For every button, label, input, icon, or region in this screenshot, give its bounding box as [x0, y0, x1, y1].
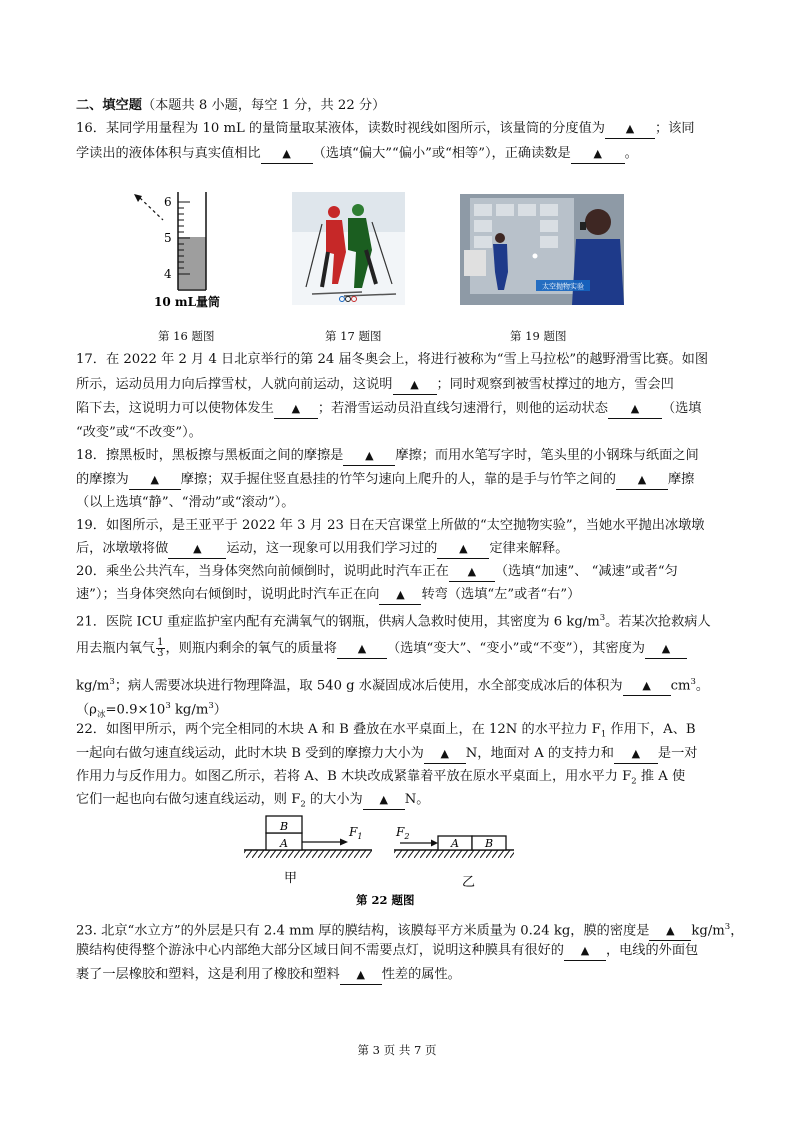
q22-sub: 1 [600, 729, 607, 740]
q23-text: ，电线的外面包 [605, 943, 699, 958]
q18-text: 摩擦 [667, 472, 695, 487]
blank-mark: ▲ [440, 747, 449, 760]
liquid [178, 237, 206, 289]
q16-blank-1[interactable] [605, 120, 655, 139]
q22-blank-2[interactable] [614, 745, 658, 764]
arrowhead-right-icon [340, 839, 348, 846]
astronaut-head-icon [585, 209, 611, 235]
q19-text: 定律来解释。 [489, 541, 569, 556]
q17-text: 所示，运动员用力向后撑雪杖，人就向前运动，这说明 [76, 377, 393, 392]
q19-line-2 [76, 540, 568, 559]
q23-sup: 3 [724, 922, 731, 932]
q21-text: cm [670, 678, 691, 694]
q21-line-3 [76, 673, 709, 696]
blank-mark: ▲ [630, 402, 640, 415]
f1-sub: 1 [357, 832, 363, 841]
q16-text: 学读出的液体体积与真实值相比 [76, 146, 261, 161]
q22-text: 作用力与反作用力。如图乙所示，若将 A、B 木块改成紧靠着平放在原水平桌面上，用水平力 F [76, 769, 632, 784]
q22-blank-3[interactable] [363, 791, 405, 810]
blank-mark: ▲ [291, 402, 301, 415]
blank-mark: ▲ [282, 147, 291, 160]
q22-line-1 [76, 721, 696, 744]
q18-text: 摩擦；双手握住竖直悬挂的竹竿匀速向上爬升的人，靠的是手与竹竿之间的 [180, 472, 616, 487]
q21-line-4 [76, 697, 227, 724]
q17-text: “改变”或“不改变”）。 [76, 425, 202, 440]
q21-line-2 [76, 638, 687, 659]
q16-text: 16．某同学用量程为 10 mL 的量筒量取某液体，读数时视线如图所示，该量筒的分度值为 [76, 121, 605, 136]
tick-label-5: 5 [164, 231, 172, 245]
q17-text: ；若滑雪运动员沿直线匀速滑行，则他的运动状态 [317, 401, 608, 416]
q16-text: ；该同 [654, 121, 695, 136]
label-f2 [395, 825, 409, 841]
q22-blank-1[interactable] [424, 745, 466, 764]
q18-line-3 [76, 494, 294, 512]
q19-blank-2[interactable] [437, 540, 489, 559]
q16-blank-2[interactable] [261, 145, 313, 164]
q23-line-2 [76, 942, 698, 961]
q21-text: （选填“变大”、“变小”或“不变”），其密度为 [386, 641, 645, 656]
q16-text: 。 [624, 146, 638, 161]
wall-panel [464, 250, 486, 276]
q18-blank-1[interactable] [343, 447, 395, 466]
q23-text: 裹了一层橡胶和塑料，这是利用了橡胶和塑料 [76, 967, 340, 982]
overlay-text: 太空抛物实验 [542, 282, 584, 291]
q21-text: kg/m [76, 678, 110, 694]
q19-text: 运动，这一现象可以用我们学习过的 [226, 541, 438, 556]
q21-sup: 3 [208, 701, 214, 711]
q22-sub: 2 [631, 776, 637, 787]
label-b-left: B [280, 820, 289, 833]
page-footer: 第 3 页 共 7 页 [357, 1043, 437, 1057]
q20-blank-1[interactable] [449, 563, 495, 582]
tick-label-4: 4 [164, 267, 172, 281]
q18-text: 的摩擦为 [76, 472, 129, 487]
q18-blank-2[interactable] [129, 471, 181, 490]
q18-text: （以上选填“静”、“滑动”或“滚动”）。 [76, 495, 295, 510]
ground-hatch-left [244, 850, 372, 858]
q19-blank-1[interactable] [168, 540, 226, 559]
q17-line-1 [76, 351, 708, 369]
q21-sup: 3 [690, 677, 696, 687]
fig17-photo [292, 192, 405, 305]
q23-text: ， [730, 923, 744, 939]
q21-text: 。若某次抢救病人 [605, 614, 711, 630]
q18-blank-3[interactable] [616, 471, 668, 490]
q21-blank-2[interactable] [645, 640, 687, 659]
blank-mark: ▲ [410, 378, 419, 391]
q17-text: 17．在 2022 年 2 月 4 日北京举行的第 24 届冬奥会上，将进行被称为“雪上马拉松”的越野滑雪比赛。如图 [76, 352, 709, 367]
q17-line-3 [76, 400, 702, 419]
blank-mark: ▲ [631, 747, 641, 760]
q22-text: N。 [404, 792, 430, 807]
f2-letter: F [396, 825, 405, 839]
q17-text: ；同时观察到被雪杖撑过的地方，雪会凹 [436, 377, 674, 392]
blank-mark: ▲ [357, 642, 367, 655]
q17-text: （选填 [661, 401, 702, 416]
label-a-right: A [451, 837, 459, 850]
q23-blank-1[interactable] [649, 922, 691, 941]
q21-text: 。 [695, 678, 710, 694]
blank-mark: ▲ [459, 542, 468, 555]
blank-mark: ▲ [625, 122, 635, 135]
fig16-cylinder [130, 190, 240, 312]
q17-line-4 [76, 424, 202, 442]
q21-sup: 3 [109, 677, 115, 687]
blank-mark: ▲ [593, 147, 602, 160]
q21-text: （ρ [76, 702, 97, 718]
f2-sub: 2 [404, 832, 410, 841]
q22-line-2 [76, 745, 697, 764]
q20-text: （选填“加速”、 “减速”或者“匀 [494, 564, 678, 579]
q21-text: 21．医院 ICU 重症监护室内配有充满氧气的钢瓶，供病人急救时使用，其密度为 6 kg/m [76, 614, 600, 630]
q22-text: 是一对 [657, 746, 698, 761]
fraction-numerator: 1 [157, 637, 164, 648]
fraction-denominator: 3 [157, 648, 164, 659]
q18-text: 摩擦；而用水笔写字时，笔头里的小钢珠与纸面之间 [395, 448, 699, 463]
sight-line [140, 198, 163, 220]
fig16-label: 10 mL量筒 [154, 295, 221, 309]
q20-text: 转弯（选填“左”或者“右”） [421, 587, 581, 602]
label-b-right: B [485, 837, 494, 850]
q21-line-1 [76, 609, 711, 631]
q21-text: =0.9×10 [105, 702, 166, 718]
q17-text: 陷下去，这说明力可以使物体发生 [76, 401, 274, 416]
q21-text: kg/m [170, 702, 209, 718]
q23-line-3 [76, 966, 461, 985]
q20-line-2 [76, 586, 580, 605]
label-a-left: A [280, 837, 288, 850]
tick-label-6: 6 [164, 195, 172, 209]
label-jia: 甲 [284, 871, 298, 886]
skier-head-icon [328, 206, 340, 218]
fig22-caption: 第 22 题图 [356, 893, 415, 907]
q20-text: 20．乘坐公共汽车，当身体突然向前倾倒时，说明此时汽车正在 [76, 564, 449, 579]
q18-text: 18．擦黑板时，黑板擦与黑板面之间的摩擦是 [76, 448, 344, 463]
q17-blank-3[interactable] [608, 400, 662, 419]
q17-line-2 [76, 376, 674, 395]
blank-mark: ▲ [356, 968, 365, 981]
q23-blank-3[interactable] [340, 966, 382, 985]
q18-line-2 [76, 471, 694, 490]
blank-mark: ▲ [580, 944, 590, 957]
q22-text: 推 A 使 [636, 769, 686, 784]
blank-mark: ▲ [637, 473, 647, 486]
q22-text: 它们一起也向右做匀速直线运动，则 F [76, 792, 301, 807]
camera-icon [580, 222, 586, 230]
q16-text: （选填“偏大”“偏小”或“相等”），正确读数是 [312, 146, 571, 161]
q16-line-2 [76, 145, 638, 164]
fraction-one-third [156, 638, 164, 659]
blank-mark: ▲ [467, 565, 477, 578]
q17-blank-1[interactable] [393, 376, 437, 395]
blank-mark: ▲ [661, 642, 671, 655]
q20-line-1 [76, 563, 678, 582]
q23-text: 性差的属性。 [381, 967, 461, 982]
q22-text: 作用下，A、B [606, 722, 696, 737]
ground-hatch-right [394, 850, 514, 858]
fig19-caption: 第 19 题图 [510, 329, 567, 343]
q22-text: N，地面对 A 的支持力和 [465, 746, 614, 761]
fig22-diagram [240, 810, 522, 908]
q17-blank-2[interactable] [274, 400, 318, 419]
q21-text: ，则瓶内剩余的氧气的质量将 [165, 641, 337, 656]
skier-head-icon [352, 204, 364, 216]
q21-text: ） [213, 702, 227, 718]
q23-text: 膜结构使得整个游泳中心内部绝大部分区域日间不需要点灯，说明这种膜具有很好的 [76, 943, 564, 958]
label-f1 [348, 825, 362, 841]
q20-blank-2[interactable] [379, 586, 421, 605]
ice-dundun-icon [533, 254, 538, 259]
q21-text: 用去瓶内氧气 [76, 641, 156, 656]
fig16-caption: 第 16 题图 [158, 329, 215, 343]
blank-mark: ▲ [379, 793, 388, 806]
q21-text: ；病人需要冰块进行物理降温，取 540 g 水凝固成冰后使用，水全部变成冰后的体积为 [114, 678, 623, 694]
q22-line-3 [76, 768, 685, 791]
blank-mark: ▲ [396, 588, 405, 601]
q23-text: 23. 北京“水立方”的外层是只有 2.4 mm 厚的膜结构，该膜每平方米质量为 0.24 kg，膜的密度是 [76, 923, 650, 939]
q21-sub: 冰 [96, 710, 106, 721]
q22-text: 22．如图甲所示，两个完全相同的木块 A 和 B 叠放在水平桌面上，在 12N 的水平拉力 F [76, 722, 601, 737]
blank-mark: ▲ [642, 679, 651, 693]
fig17-caption: 第 17 题图 [325, 329, 382, 343]
blank-mark: ▲ [193, 542, 202, 555]
blank-mark: ▲ [150, 473, 159, 486]
q22-text: 一起向右做匀速直线运动，此时木块 B 受到的摩擦力大小为 [76, 746, 424, 761]
q20-text: 速”）；当身体突然向右倾倒时，说明此时汽车正在向 [76, 587, 380, 602]
q16-line-1 [76, 120, 695, 139]
f1-letter: F [349, 825, 358, 839]
q21-sup: 3 [165, 701, 171, 711]
q18-line-1 [76, 447, 699, 466]
q23-line-1 [76, 918, 743, 941]
section-header [76, 97, 385, 115]
q21-blank-3[interactable] [623, 677, 671, 696]
q16-blank-3[interactable] [571, 145, 625, 164]
blank-mark: ▲ [666, 924, 675, 938]
q19-text: 后，冰墩墩将做 [76, 541, 169, 556]
q19-text: 19．如图所示，是王亚平于 2022 年 3 月 23 日在天宫课堂上所做的“太空抛物实验”，当她水平抛出冰墩墩 [76, 518, 705, 533]
label-yi: 乙 [462, 875, 476, 890]
section-title: 二、填空题 [76, 98, 142, 113]
astronaut-head-icon [495, 233, 505, 243]
q22-sub: 2 [300, 799, 306, 810]
q19-line-1 [76, 517, 704, 535]
section-note: （本题共 8 小题，每空 1 分，共 22 分） [141, 98, 386, 113]
q21-sup: 3 [599, 613, 606, 623]
q23-text: kg/m [691, 923, 725, 939]
q21-blank-1[interactable] [337, 640, 387, 659]
q23-blank-2[interactable] [564, 942, 606, 961]
arrowhead-right-icon [431, 840, 438, 847]
fig19-photo [460, 194, 624, 305]
blank-mark: ▲ [365, 449, 374, 462]
q22-text: 的大小为 [305, 792, 363, 807]
